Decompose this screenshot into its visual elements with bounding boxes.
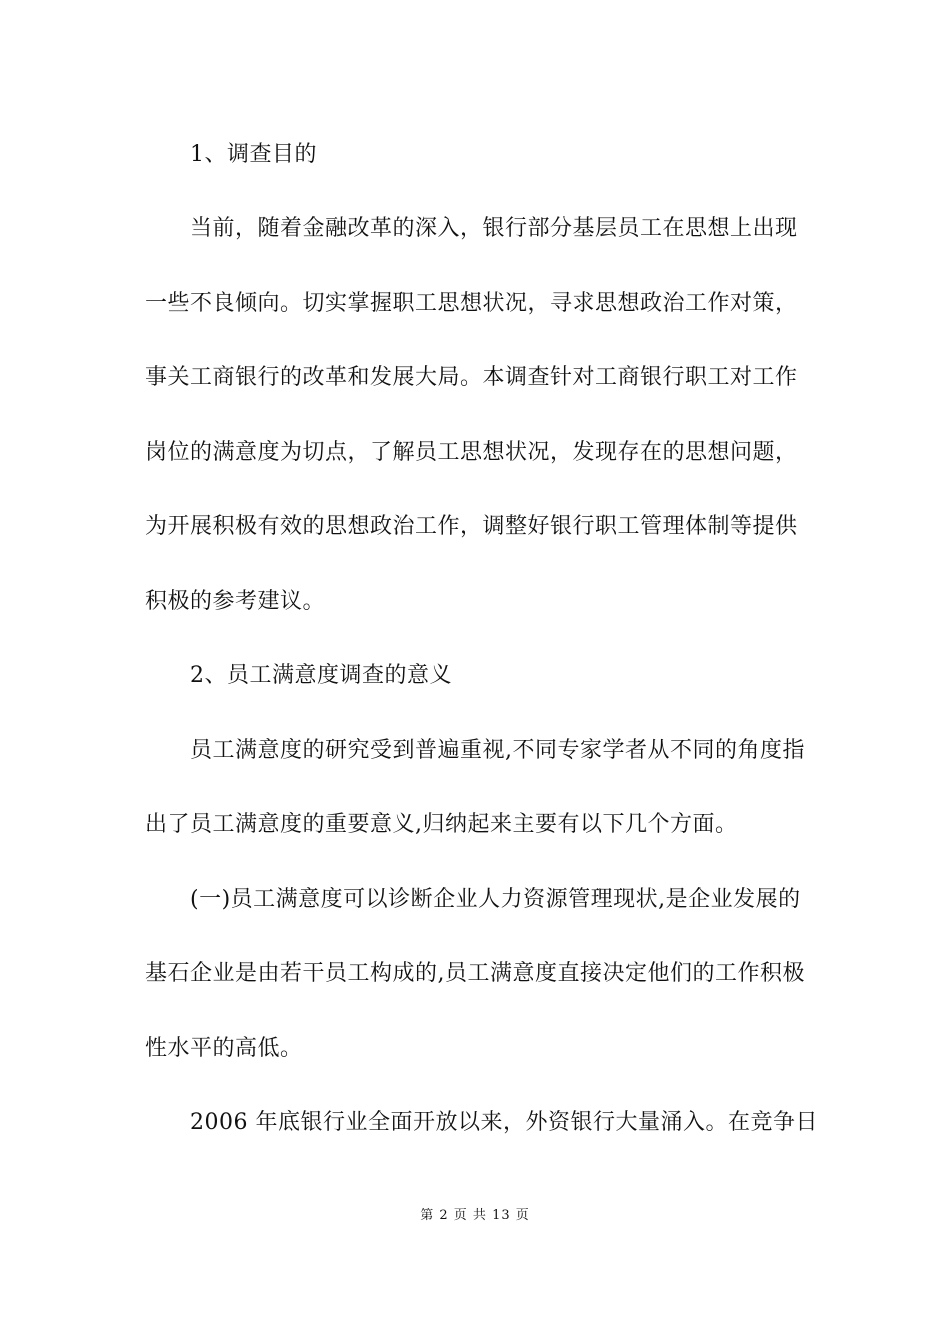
- paragraph-line: (一)员工满意度可以诊断企业人力资源管理现状,是企业发展的: [190, 887, 801, 912]
- paragraph-line: 2006 年底银行业全面开放以来，外资银行大量涌入。在竞争日: [190, 1110, 818, 1135]
- section-heading-1: 1、调查目的: [190, 142, 317, 167]
- footer-total-pages: 13: [492, 1208, 511, 1223]
- paragraph-line: 基石企业是由若干员工构成的,员工满意度直接决定他们的工作积极: [145, 961, 805, 986]
- footer-prefix: 第: [420, 1208, 435, 1223]
- paragraph-line: 性水平的高低。: [145, 1036, 303, 1061]
- paragraph-line: 一些不良倾向。切实掌握职工思想状况，寻求思想政治工作对策，: [145, 291, 798, 316]
- paragraph-line: 当前，随着金融改革的深入，银行部分基层员工在思想上出现: [190, 216, 798, 241]
- section-heading-2: 2、员工满意度调查的意义: [190, 663, 452, 688]
- page-number-footer: [0, 1206, 950, 1226]
- paragraph-line: 员工满意度的研究受到普遍重视,不同专家学者从不同的角度指: [190, 738, 805, 763]
- paragraph-line: 事关工商银行的改革和发展大局。本调查针对工商银行职工对工作: [145, 365, 798, 390]
- paragraph-line: 岗位的满意度为切点，了解员工思想状况，发现存在的思想问题，: [145, 440, 798, 465]
- footer-middle: 页 共: [453, 1208, 487, 1223]
- paragraph-line: 出了员工满意度的重要意义,归纳起来主要有以下几个方面。: [145, 812, 738, 837]
- footer-current-page: 2: [439, 1208, 449, 1223]
- paragraph-line: 为开展积极有效的思想政治工作，调整好银行职工管理体制等提供: [145, 514, 798, 539]
- footer-suffix: 页: [515, 1208, 530, 1223]
- paragraph-line: 积极的参考建议。: [145, 589, 326, 614]
